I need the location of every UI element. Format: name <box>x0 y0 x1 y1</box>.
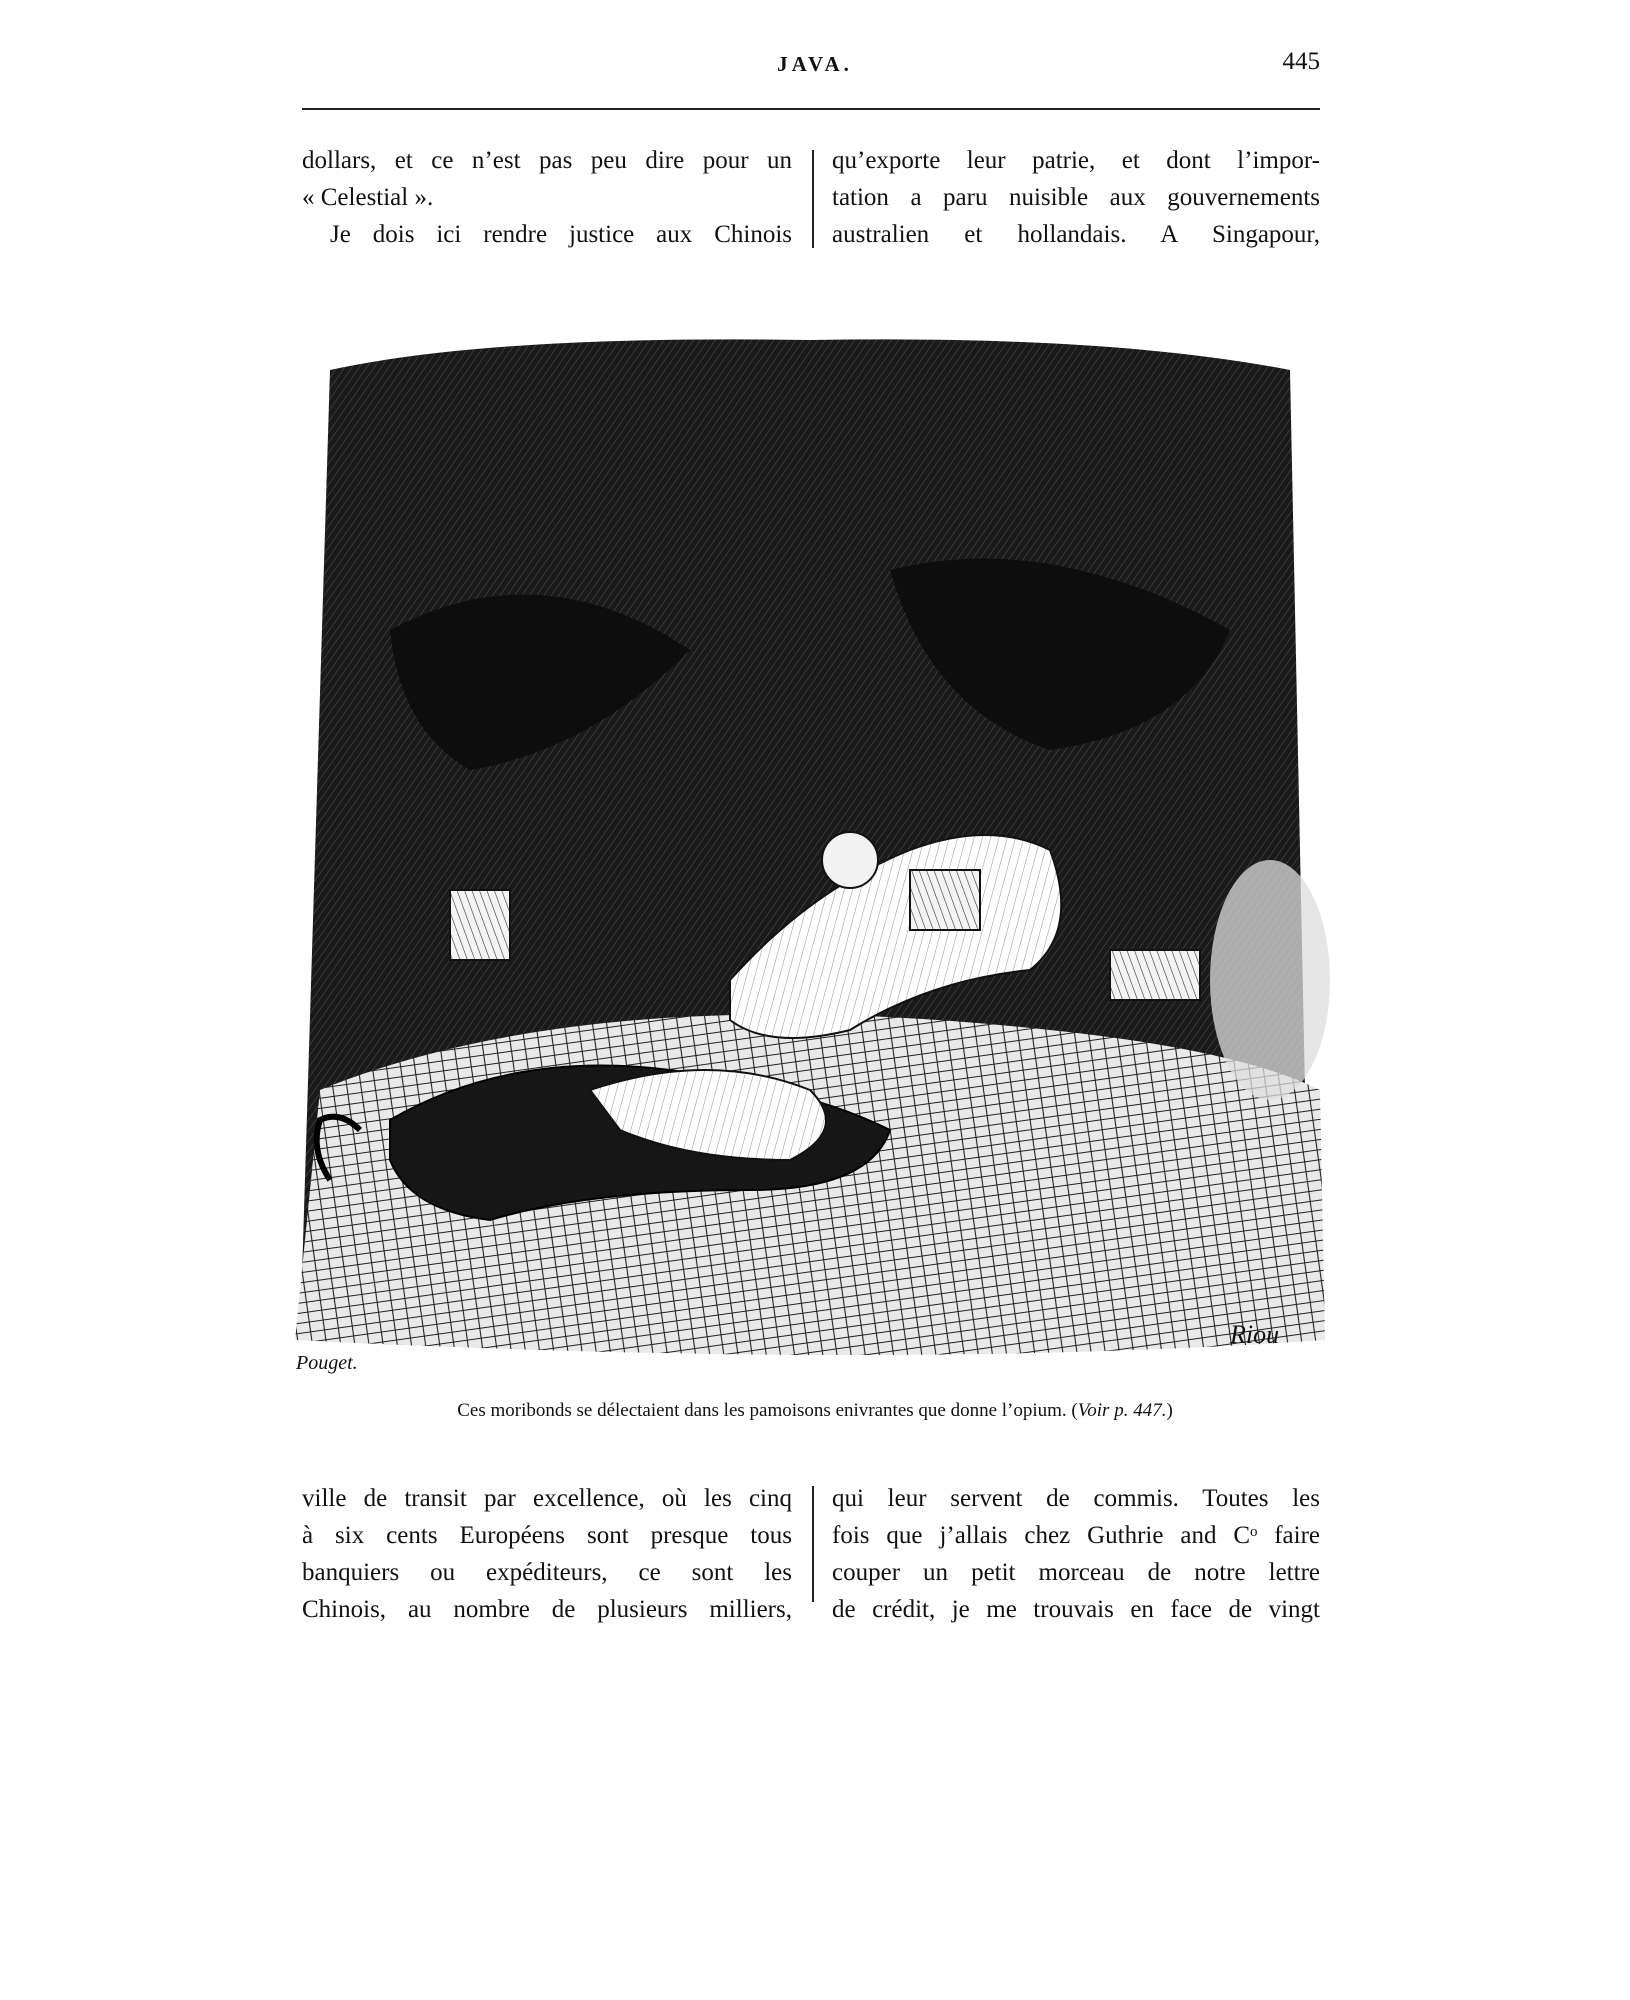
wooden-block <box>910 870 980 930</box>
artist-signature: Riou <box>1230 1320 1280 1349</box>
caption-reference: Voir p. 447. <box>1077 1400 1167 1421</box>
lamp-glow <box>1210 860 1330 1100</box>
running-head-title: JAVA. <box>777 52 853 76</box>
column-divider <box>812 150 814 248</box>
top-left-column <box>302 142 792 253</box>
header-rule <box>302 108 1320 110</box>
text-line: qu’exporte leur patrie, et dont l’impor- <box>832 147 1320 174</box>
illustration-caption <box>300 1400 1330 1422</box>
small-box <box>450 890 510 960</box>
top-right-column <box>832 142 1320 253</box>
opium-tray <box>1110 950 1200 1000</box>
text-line: dollars, et ce n’est pas peu dire pour un <box>302 147 792 174</box>
reclining-figure-head <box>822 832 878 888</box>
text-line: qui leur servent de commis. Toutes les <box>832 1485 1320 1512</box>
text-line: australien et hollandais. A Singapour, <box>832 221 1320 248</box>
text-line: ville de transit par excellence, où les cinq <box>302 1485 792 1512</box>
text-line: à six cents Européens sont presque tous <box>302 1522 792 1549</box>
bottom-right-column <box>832 1480 1320 1628</box>
page-number: 445 <box>1282 48 1320 75</box>
text-line: Chinois, au nombre de plusieurs milliers, <box>302 1596 792 1623</box>
opium-den-engraving <box>290 330 1330 1380</box>
text-line: banquiers ou expéditeurs, ce sont les <box>302 1559 792 1586</box>
caption-close: ) <box>1166 1400 1173 1421</box>
column-divider <box>812 1486 814 1602</box>
text-line: couper un petit morceau de notre lettre <box>832 1559 1320 1586</box>
engraver-signature: Pouget. <box>296 1352 358 1374</box>
caption-text: Ces moribonds se délectaient dans les pamoisons enivrantes que donne l’opium. ( <box>457 1400 1078 1421</box>
text-line: Je dois ici rendre justice aux Chinois <box>330 221 792 248</box>
text-line: fois que j’allais chez Guthrie and Cᵒ faire <box>832 1522 1320 1549</box>
text-line: tation a paru nuisible aux gouvernements <box>832 184 1320 211</box>
text-line: de crédit, je me trouvais en face de vingt <box>832 1596 1320 1623</box>
bottom-left-column <box>302 1480 792 1628</box>
text-line: « Celestial ». <box>302 184 434 211</box>
